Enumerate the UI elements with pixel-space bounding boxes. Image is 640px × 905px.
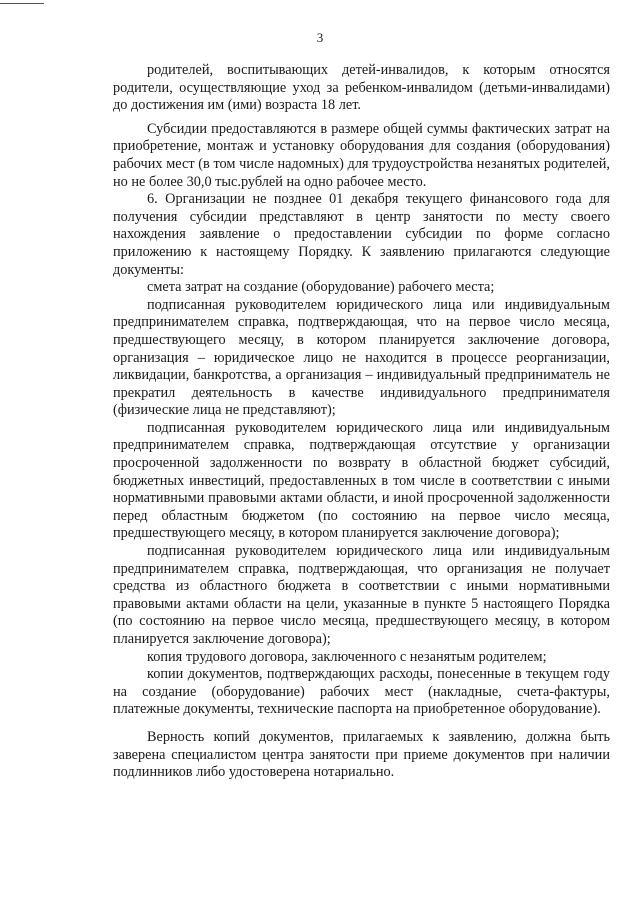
paragraph-debt-certificate: подписанная руководителем юридического лица или индивидуальным предпринимателем справка, подтверждающая отсутствие у организации просроченной задолженности по возврату в областной бюджет субсидий, бюджетных инвестиций, предоставленных в том числе в соответствии с иными нормативными правовыми актами области, и иной просроченной задолженности перед областным бюджетом (по состоянию на первое число месяца, предшествующего месяцу, в котором планируется заключение договора); (113, 419, 610, 542)
paragraph-no-other-funds-certificate: подписанная руководителем юридического лица или индивидуальным предпринимателем справка, подтверждающая, что организация не получает средства из областного бюджета в соответствии с иными нормативными правовыми актами области на цели, указанные в пункте 5 настоящего Порядка (по состоянию на первое число месяца, предшествующего месяцу, в котором планируется заключение договора); (113, 543, 610, 647)
paragraph-employment-contract-copy: копия трудового договора, заключенного с незанятым родителем; (147, 648, 547, 665)
paragraph-expense-documents-copies: копии документов, подтверждающих расходы, понесенные в текущем году на создание (оборудование) рабочих мест (накладные, счета-фактуры, платежные документы, технические паспорта на приобретенное оборудование). (113, 666, 610, 718)
corner-mark (0, 3, 44, 4)
paragraph-parents-of-disabled-children: родителей, воспитывающих детей-инвалидов, к которым относятся родители, осуществляющие уход за ребенком-инвалидом (детьми-инвалидами) до достижения им (ими) возраста 18 лет. (113, 62, 610, 114)
document-body (113, 62, 610, 782)
paragraph-subsidy-amount: Субсидии предоставляются в размере общей суммы фактических затрат на приобретение, монтаж и установку оборудования для создания (оборудования) рабочих мест (в том числе надомных) для трудоустройства незанятых родителей, но не более 30,0 тыс.рублей на одно рабочее место. (113, 120, 610, 190)
paragraph-reorganization-certificate: подписанная руководителем юридического лица или индивидуальным предпринимателем справка, подтверждающая, что на первое число месяца, предшествующего месяцу, в котором планируется заключение договора, организация – юридическое лицо не находится в процессе реорганизации, ликвидации, банкротства, а организация – индивидуальный предприниматель не прекратил деятельность в качестве индивидуального предпринимателя (физические лица не представляют); (113, 296, 610, 419)
paragraph-application-deadline: 6. Организации не позднее 01 декабря текущего финансового года для получения субсидии представляют в центр занятости по месту своего нахождения заявление о предоставлении субсидии по форме согласно приложению к настоящему Порядку. К заявлению прилагаются следующие документы: (113, 191, 610, 278)
paragraph-cost-estimate: смета затрат на создание (оборудование) рабочего места; (147, 279, 495, 296)
paragraph-copies-verification: Верность копий документов, прилагаемых к заявлению, должна быть заверена специалистом центра занятости при приеме документов при наличии подлинников либо удостоверена нотариально. (113, 728, 610, 781)
page-number: 3 (316, 30, 324, 45)
